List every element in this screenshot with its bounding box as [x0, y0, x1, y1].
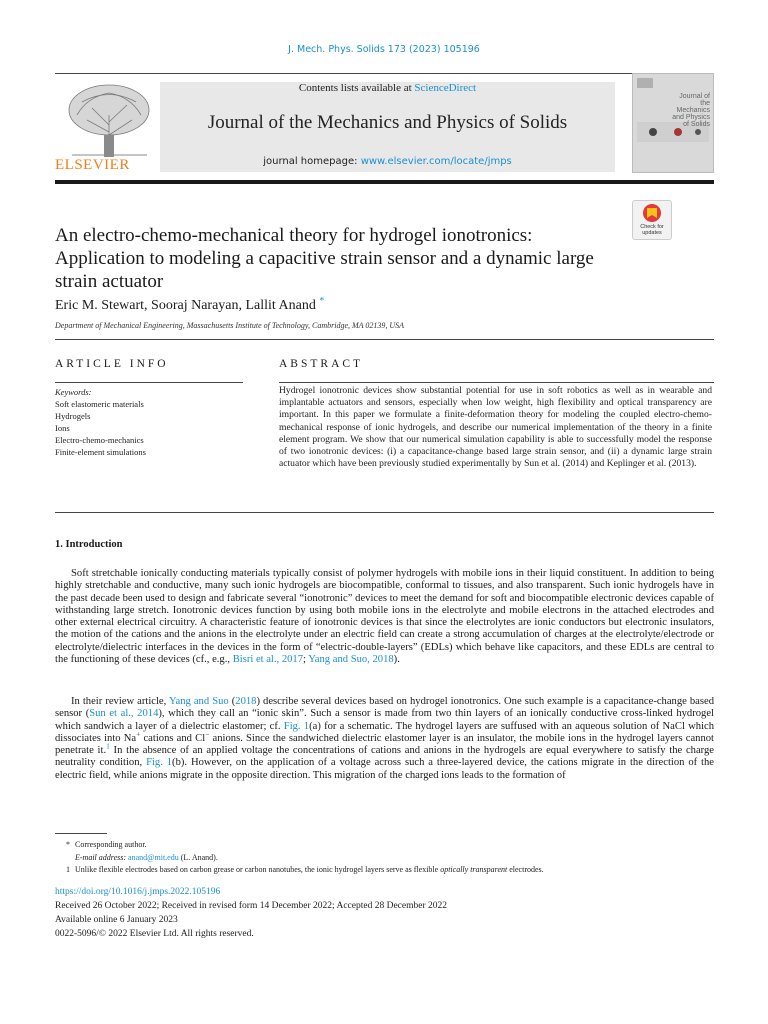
footnote: * Corresponding author.: [66, 840, 147, 849]
journal-homepage: journal homepage: www.elsevier.com/locate/jmps: [263, 156, 512, 167]
keyword-item: Ions: [55, 423, 70, 433]
footnote-link[interactable]: 1: [106, 741, 110, 751]
contents-line: Contents lists available at ScienceDirect: [298, 82, 477, 94]
received-dates: Received 26 October 2022; Received in revised form 14 December 2022; Accepted 28 December 2022: [55, 901, 448, 911]
abstract-text: Hydrogel ionotronic devices show substantial potential for use in soft robotics as well as in wearable and implantable actuators and sensors, especially when low weight, high flexibility and optical transparency are important. In this paper we formulate a finite-deformation theory for modeling the coupled electro-chemo-mechanical response of ionic hydrogels, and describe our numerical implementation of the theory in a finite element program. We show that our numerical simulation capability is able to successfully model the response of two ionotronic devices: (i) a capacitance-change based large strain sensor, and (ii) a dynamic large strain actuator which have been previously studied experimentally by Sun et al. (2014) and Keplinger et al. (2013).: [279, 385, 712, 470]
keyword-item: Finite-element simulations: [55, 447, 146, 457]
banner-rule: [55, 180, 714, 184]
divider: [55, 512, 714, 513]
figure-link[interactable]: Fig. 1: [283, 720, 310, 732]
footnote: 1 Unlike flexible electrodes based on carbon grease or carbon nanotubes, the ionic hydrogel layers serve as flexible optically transparent electrodes.: [66, 865, 544, 874]
citation-link[interactable]: Yang and Suo: [168, 696, 229, 707]
cover-title: Journal of the Mechanics and Physics of Solids: [672, 93, 710, 128]
abstract-rule: [279, 382, 714, 383]
paragraph: In their review article, Yang and Suo (2018) describe several devices based on hydrogel ionotronics. One such example is a capacitance-change based sensor (Sun et al., 2014), which they call an “ionic skin”. Such a sensor is made from two thin layers of an ionically conductive cross-linked hydrogel which sandwich a layer of a dielectric elastomer; cf. Fig. 1(a) for a schematic. The hydrogel layers are suffused with an aqueous solution of NaCl which dissociates into Na+ cations and Cl− anions. Since the sandwiched dielectric elastomer layer is an insulator, the mobile ions in the hydrogel layers cannot penetrate it.$^1$ In the absence of an applied voltage the concentrations of cations and anions in the hydrogels are equal everywhere to satisfy the charge neutrality condition, Fig. 1(b). However, on the application of a voltage across such a three-layered device, the cations migrate in the direction of the electric field, while anions migrate in the opposite direction. This migration of the charged ions leads to the formation of: [55, 696, 715, 781]
section-heading: 1. Introduction: [55, 539, 123, 550]
homepage-link[interactable]: www.elsevier.com/locate/jmps: [360, 156, 512, 167]
corresponding-author-mark[interactable]: *: [319, 295, 325, 307]
affiliation: Department of Mechanical Engineering, Massachusetts Institute of Technology, Cambridge, MA 02139, USA: [55, 321, 405, 330]
journal-title: Journal of the Mechanics and Physics of Solids: [207, 112, 568, 133]
check-updates-icon: [633, 201, 671, 225]
keywords-block: [55, 386, 255, 458]
footnote-rule: [55, 833, 107, 834]
footnote: E-mail address: anand@mit.edu (L. Anand).: [75, 853, 218, 862]
keyword-item: Hydrogels: [55, 411, 91, 421]
copyright: 0022-5096/© 2022 Elsevier Ltd. All rights reserved.: [55, 929, 254, 939]
keyword-item: Soft elastomeric materials: [55, 399, 144, 409]
citation-link[interactable]: 2018: [235, 696, 257, 707]
header-divider: [55, 73, 714, 74]
abstract-heading: ABSTRACT: [279, 358, 364, 370]
elsevier-wordmark: ELSEVIER: [55, 157, 130, 173]
doi-link[interactable]: https://doi.org/10.1016/j.jmps.2022.105196: [55, 887, 221, 897]
citation-link[interactable]: Yang and Suo, 2018: [308, 654, 394, 666]
email-link[interactable]: anand@mit.edu: [128, 853, 179, 862]
available-online: Available online 6 January 2023: [55, 915, 178, 925]
article-info-rule: [55, 382, 243, 383]
article-info-heading: ARTICLE INFO: [55, 358, 169, 370]
check-updates-label: Check for updates: [640, 224, 664, 236]
sciencedirect-link[interactable]: ScienceDirect: [414, 82, 477, 94]
author-list: Eric M. Stewart, Sooraj Narayan, Lallit Anand *: [55, 295, 325, 313]
keywords-label: Keywords:: [55, 387, 92, 397]
paragraph: Soft stretchable ionically conducting materials typically consist of polymer hydrogels with mobile ions in their liquid constituent. In addition to being highly stretchable and conductive, many such ionic hydrogels are biocompatible, conformal to tissues, and also transparent. Such ionic hydrogels have in the past decade been used to design and fabricate several “ionotronic” devices to meet the demand for soft and biocompatible electronic devices capable of withstanding large stretch. Ionotronic devices function by using both mobile ions in the electrolyte and mobile electrons in the attached electrodes and other external electrical circuitry. A characteristic feature of ionotronic devices is that since the electrolytes are ionic conductors but electronic insulators, the motion of the cations and the anions in the electrolyte under an electric field can create a strong accumulation of charges at the electrolyte/electrode or electrolyte/dielectric interfaces in the devices in the form of “electric-double-layers” (EDLs) which behave like capacitors, and these EDLs are central to the functioning of these devices (cf., e.g., Bisri et al., 2017; Yang and Suo, 2018).: [55, 568, 714, 666]
paper-title: An electro-chemo-mechanical theory for hydrogel ionotronics: Application to modeling a capacitive strain sensor and a dynamic large strain actuator: [55, 225, 594, 292]
keyword-item: Electro-chemo-mechanics: [55, 435, 144, 445]
journal-citation[interactable]: J. Mech. Phys. Solids 173 (2023) 105196: [288, 44, 480, 55]
citation-link[interactable]: Sun et al., 2014: [89, 708, 159, 720]
figure-link[interactable]: Fig. 1: [146, 757, 173, 769]
citation-link[interactable]: Bisri et al., 2017: [232, 654, 304, 666]
divider: [55, 339, 714, 340]
